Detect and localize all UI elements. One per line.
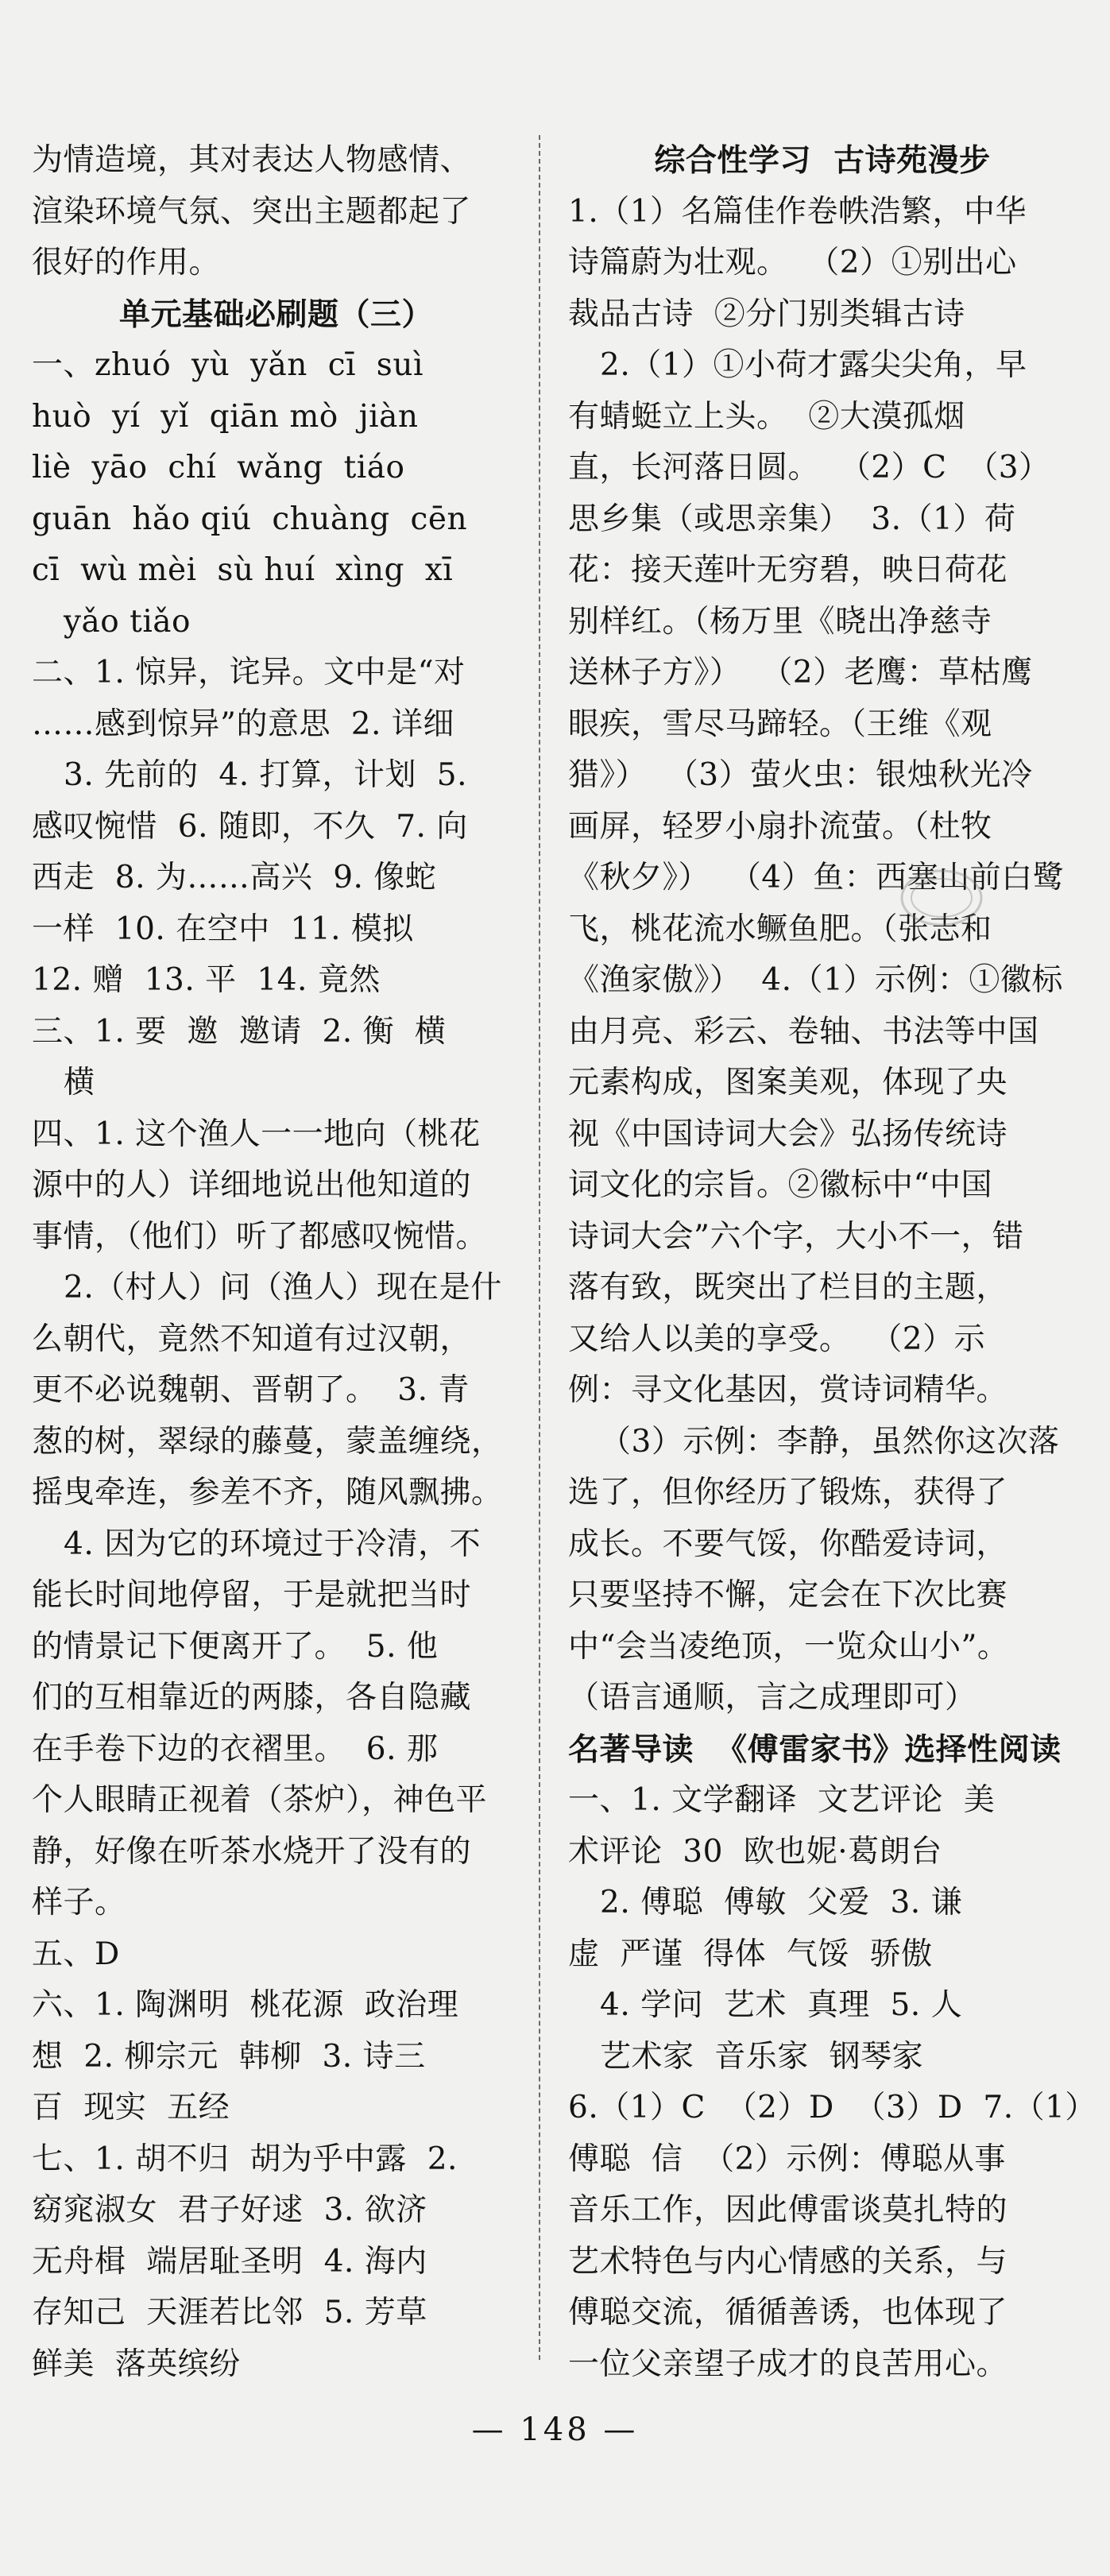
right-line: 《秋夕》） （4）鱼：西塞山前白鹭 [568, 860, 1065, 895]
left-line: yǎo tiǎo [64, 603, 191, 640]
right-line: 直，长河落日圆。 （2）C （3） [568, 450, 1050, 485]
left-line: 感叹惋惜 6. 随即，不久 7. 向 [32, 808, 468, 845]
column-divider [539, 135, 540, 2360]
left-line: 在手卷下边的衣褶里。 6. 那 [32, 1731, 439, 1767]
right-line: 1.（1）名篇佳作卷帙浩繁，中华 [568, 193, 1027, 230]
right-line: 一、1. 文学翻译 文艺评论 美 [568, 1782, 996, 1818]
right-line: 词文化的宗旨。②徽标中“中国 [568, 1167, 992, 1203]
left-line: 个人眼睛正视着（茶炉），神色平 [32, 1782, 488, 1818]
left-line: 单元基础必刷题（三） [118, 296, 433, 333]
right-line: 落有致，既突出了栏目的主题， [568, 1270, 1008, 1305]
right-line: 飞，桃花流水鳜鱼肥。（张志和 [568, 911, 992, 947]
left-line: 更不必说魏朝、晋朝了。 3. 青 [32, 1372, 470, 1408]
right-line: 成长。不要气馁，你酷爱诗词， [568, 1526, 1008, 1562]
right-line: （语言通顺，言之成理即可） [568, 1680, 977, 1715]
right-line: 选了，但你经历了锻炼，获得了 [568, 1475, 1008, 1510]
right-line: 6.（1）C （2）D （3）D 7.（1） [568, 2090, 1096, 2125]
right-line: 视《中国诗词大会》弘扬传统诗 [568, 1116, 1008, 1152]
right-line: 术评论 30 欧也妮·葛朗台 [568, 1833, 942, 1870]
left-line: 西走 8. 为……高兴 9. 像蛇 [32, 860, 437, 895]
left-line: 渲染环境气氛、突出主题都起了 [32, 193, 472, 230]
left-line: 七、1. 胡不归 胡为乎中露 2. [32, 2141, 458, 2177]
left-line: 事情，（他们）听了都感叹惋惜。 [32, 1218, 488, 1255]
left-line: 很好的作用。 [32, 245, 221, 280]
left-line: 2.（村人）问（渔人）现在是什 [64, 1270, 502, 1305]
left-line: 想 2. 柳宗元 韩柳 3. 诗三 [32, 2038, 426, 2075]
left-line: 的情景记下便离开了。 5. 他 [32, 1628, 439, 1665]
watermark-stamp [898, 866, 985, 930]
left-line: 么朝代，竟然不知道有过汉朝， [32, 1321, 472, 1357]
right-line: 2.（1）①小荷才露尖尖角，早 [600, 347, 1027, 383]
right-line: 元素构成，图案美观，体现了央 [568, 1065, 1008, 1100]
right-line: 思乡集（或思亲集） 3.（1）荷 [568, 501, 1016, 537]
right-line: 又给人以美的享受。 （2）示 [568, 1321, 986, 1357]
right-line: 一位父亲望子成才的良苦用心。 [568, 2346, 1008, 2382]
right-line: 傅聪交流，循循善诱，也体现了 [568, 2295, 1008, 2330]
left-line: 存知己 天涯若比邻 5. 芳草 [32, 2295, 427, 2330]
right-line: 猎》） （3）萤火虫：银烛秋光冷 [568, 757, 1033, 793]
right-line: 有蜻蜓立上头。 ②大漠孤烟 [568, 398, 965, 435]
right-line: 由月亮、彩云、卷轴、书法等中国 [568, 1013, 1039, 1050]
left-line: 四、1. 这个渔人一一地向（桃花 [32, 1116, 481, 1152]
right-line: 花：接天莲叶无穷碧，映日荷花 [568, 552, 1008, 588]
left-line: huò yí yǐ qiān mò jiàn [32, 398, 419, 435]
right-line: 综合性学习 古诗苑漫步 [654, 142, 991, 179]
left-line: 百 现实 五经 [32, 2090, 230, 2125]
right-line: 4. 学问 艺术 真理 5. 人 [600, 1987, 963, 2023]
left-line: 三、1. 要 邀 邀请 2. 衡 横 [32, 1013, 447, 1050]
right-line: 艺术家 音乐家 钢琴家 [600, 2038, 924, 2075]
left-line: 们的互相靠近的两膝，各自隐藏 [32, 1680, 472, 1715]
left-line: 能长时间地停留，于是就把当时 [32, 1577, 472, 1613]
page-number: — 148 — [471, 2412, 639, 2448]
right-line: 诗篇蔚为壮观。 （2）①别出心 [568, 245, 1017, 280]
right-column [568, 135, 1096, 2390]
right-line: 裁品古诗 ②分门别类辑古诗 [568, 296, 965, 332]
left-column [32, 135, 520, 2390]
right-line: 例：寻文化基因，赏诗词精华。 [568, 1372, 1008, 1408]
left-line: cī wù mèi sù huí xìng xī [32, 552, 454, 588]
left-line: 为情造境，其对表达人物感情、 [32, 142, 472, 178]
right-line: 虚 严谨 得体 气馁 骄傲 [568, 1936, 933, 1972]
left-line: 无舟楫 端居耻圣明 4. 海内 [32, 2243, 427, 2280]
left-line: 一样 10. 在空中 11. 模拟 [32, 911, 414, 947]
left-line: 二、1. 惊异，诧异。文中是“对 [32, 655, 466, 690]
right-line: 音乐工作，因此傅雷谈莫扎特的 [568, 2192, 1008, 2228]
left-line: 3. 先前的 4. 打算，计划 5. [64, 757, 468, 793]
left-line: 4. 因为它的环境过于冷清，不 [64, 1526, 482, 1562]
right-line: 别样红。（杨万里《晓出净慈寺 [568, 603, 992, 640]
right-line: 画屏，轻罗小扇扑流萤。（杜牧 [568, 808, 992, 845]
right-line: 艺术特色与内心情感的关系，与 [568, 2243, 1008, 2280]
left-line: guān hǎo qiú chuàng cēn [32, 501, 468, 537]
right-line: 名著导读 《傅雷家书》选择性阅读 [568, 1731, 1062, 1768]
right-line: （3）示例：李静，虽然你这次落 [600, 1423, 1060, 1460]
left-line: 摇曳牵连，参差不齐，随风飘拂。 [32, 1475, 503, 1510]
left-line: 横 [64, 1065, 95, 1100]
left-line: 窈窕淑女 君子好逑 3. 欲济 [32, 2192, 427, 2228]
left-line: ……感到惊异”的意思 2. 详细 [32, 706, 454, 742]
left-line: 一、zhuó yù yǎn cī suì [32, 347, 424, 383]
right-line: 送林子方》） （2）老鹰：草枯鹰 [568, 655, 1033, 690]
right-line: 《渔家傲》） 4.（1）示例：①徽标 [568, 962, 1063, 998]
left-line: 源中的人）详细地说出他知道的 [32, 1167, 472, 1203]
right-line: 中“会当凌绝顶，一览众山小”。 [568, 1628, 1009, 1665]
left-line: 六、1. 陶渊明 桃花源 政治理 [32, 1987, 459, 2023]
left-line: 样子。 [32, 1885, 126, 1920]
left-line: 五、D [32, 1936, 120, 1972]
right-line: 只要坚持不懈，定会在下次比赛 [568, 1577, 1008, 1613]
right-line: 2. 傅聪 傅敏 父爱 3. 谦 [600, 1885, 963, 1920]
left-line: 葱的树，翠绿的藤蔓，蒙盖缠绕， [32, 1423, 503, 1460]
right-line: 傅聪 信 （2）示例：傅聪从事 [568, 2141, 1006, 2177]
right-line: 眼疾，雪尽马蹄轻。（王维《观 [568, 706, 992, 742]
left-line: 鲜美 落英缤纷 [32, 2346, 241, 2382]
left-line: 12. 赠 13. 平 14. 竟然 [32, 962, 381, 998]
left-line: liè yāo chí wǎng tiáo [32, 450, 405, 485]
right-line: 诗词大会”六个字，大小不一，错 [568, 1218, 1024, 1255]
left-line: 静，好像在听茶水烧开了没有的 [32, 1833, 472, 1870]
